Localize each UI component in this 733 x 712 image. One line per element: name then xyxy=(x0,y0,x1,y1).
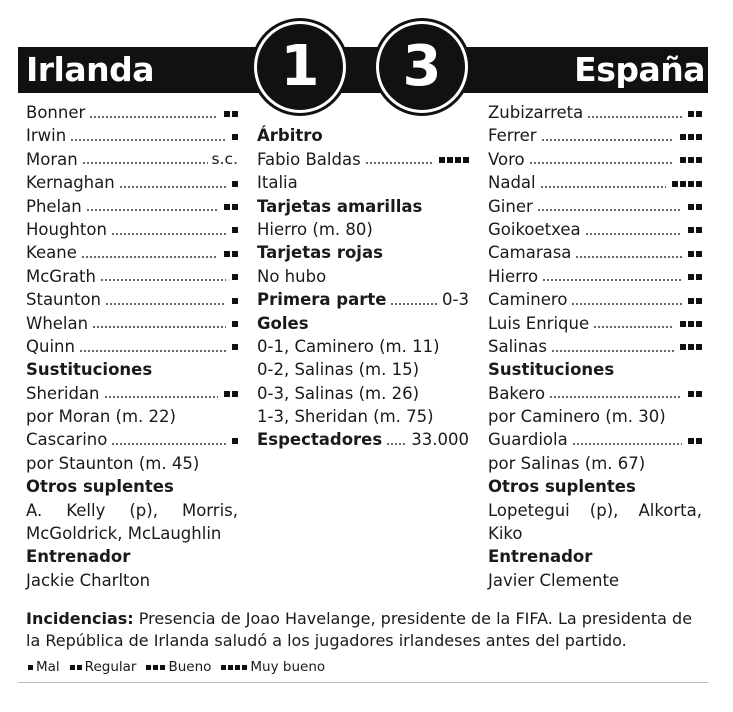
rating-square xyxy=(680,321,686,327)
player-name: Ferrer xyxy=(488,126,537,146)
home-player-row xyxy=(26,124,238,147)
home-sub-row xyxy=(26,428,238,451)
rating-squares xyxy=(678,124,702,147)
rating-square xyxy=(232,204,238,210)
home-player-row xyxy=(26,101,238,124)
player-name: Bonner xyxy=(26,103,86,122)
legend-item xyxy=(26,659,60,675)
incidents-paragraph xyxy=(26,608,706,652)
home-player-row xyxy=(26,265,238,288)
away-player-row xyxy=(488,288,702,311)
sub-note: por Salinas (m. 67) xyxy=(488,453,646,473)
sub-note: por Moran (m. 22) xyxy=(26,407,176,427)
home-lineup-column xyxy=(26,101,238,592)
player-name: Zubizarreta xyxy=(488,103,584,122)
rating-square xyxy=(696,134,702,140)
rating-squares xyxy=(230,312,238,335)
goal-item: 1-3, Sheridan (m. 75) xyxy=(257,407,434,427)
rating-square xyxy=(696,111,702,117)
rating-square xyxy=(232,134,238,140)
dot-leader xyxy=(100,279,226,281)
dot-leader xyxy=(119,186,226,188)
goals-heading: Goles xyxy=(257,313,309,333)
rating-square xyxy=(680,344,686,350)
red-cards-value: No hubo xyxy=(257,266,327,286)
rating-squares xyxy=(686,195,702,218)
rating-squares xyxy=(686,428,702,451)
dot-leader xyxy=(105,303,226,305)
away-team-name: España xyxy=(574,50,705,89)
spacer xyxy=(257,101,469,124)
rating-square xyxy=(672,181,678,187)
rating-square xyxy=(224,111,230,117)
home-player-row xyxy=(26,195,238,218)
dot-leader xyxy=(104,396,219,398)
rating-square xyxy=(680,157,686,163)
player-name: Quinn xyxy=(26,336,75,356)
player-name: Nadal xyxy=(488,173,536,193)
goal-item: 0-2, Salinas (m. 15) xyxy=(257,360,420,380)
rating-square xyxy=(455,157,461,163)
away-sub-row xyxy=(488,428,702,451)
rating-squares xyxy=(678,335,702,358)
rating-square xyxy=(447,157,453,163)
rating-squares xyxy=(230,335,238,358)
rating-square xyxy=(77,665,82,670)
dot-leader xyxy=(79,350,226,352)
dot-leader xyxy=(89,116,218,118)
rating-square xyxy=(224,204,230,210)
yellow-cards-value: Hierro (m. 80) xyxy=(257,219,373,239)
referee-row xyxy=(257,148,469,171)
player-name: Phelan xyxy=(26,196,82,216)
goal-item: 0-1, Caminero (m. 11) xyxy=(257,336,440,356)
rating-square xyxy=(696,344,702,350)
rating-square xyxy=(688,274,694,280)
rating-square xyxy=(232,181,238,187)
rating-square xyxy=(153,665,158,670)
first-half-label: Primera parte xyxy=(257,290,387,310)
rating-square xyxy=(696,274,702,280)
away-score: 3 xyxy=(379,24,465,110)
dot-leader xyxy=(587,116,682,118)
player-name: Voro xyxy=(488,149,525,169)
rating-squares xyxy=(686,101,702,124)
player-name: McGrath xyxy=(26,266,96,286)
dot-leader xyxy=(572,443,682,445)
rating-squares xyxy=(678,148,702,171)
away-player-list xyxy=(488,101,702,358)
away-player-row xyxy=(488,171,702,194)
player-name: Moran xyxy=(26,149,78,169)
legend-label: Bueno xyxy=(168,659,212,675)
player-name: Whelan xyxy=(26,313,89,333)
player-name: Sheridan xyxy=(26,383,100,403)
rating-square xyxy=(688,344,694,350)
home-player-row xyxy=(26,171,238,194)
rating-square xyxy=(232,111,238,117)
rating-squares xyxy=(686,382,702,405)
home-score: 1 xyxy=(257,24,343,110)
away-lineup-column xyxy=(488,101,702,592)
rating-square xyxy=(28,665,33,670)
rating-squares xyxy=(230,428,238,451)
dot-leader xyxy=(386,443,407,445)
rating-square xyxy=(242,665,247,670)
rating-squares xyxy=(222,195,238,218)
dot-leader xyxy=(111,443,226,445)
rating-squares xyxy=(670,171,702,194)
away-others-line: Lopetegui (p), Alkorta, xyxy=(488,500,702,520)
rating-square xyxy=(696,321,702,327)
sub-note: por Staunton (m. 45) xyxy=(26,453,200,473)
dot-leader xyxy=(82,162,208,164)
goal-item: 0-3, Salinas (m. 26) xyxy=(257,383,420,403)
rating-square xyxy=(221,665,226,670)
rating-square xyxy=(696,298,702,304)
rating-square xyxy=(224,251,230,257)
rating-square xyxy=(688,111,694,117)
player-name: Caminero xyxy=(488,290,568,310)
rating-squares xyxy=(222,382,238,405)
player-name: Hierro xyxy=(488,266,539,286)
player-name: Camarasa xyxy=(488,243,572,263)
home-others-line: A. Kelly (p), Morris, xyxy=(26,500,238,520)
away-player-row xyxy=(488,241,702,264)
referee-name: Fabio Baldas xyxy=(257,149,361,169)
bottom-rule xyxy=(18,682,708,683)
red-cards-heading: Tarjetas rojas xyxy=(257,243,383,263)
rating-square xyxy=(232,251,238,257)
away-player-row xyxy=(488,124,702,147)
away-player-row xyxy=(488,265,702,288)
attendance-label: Espectadores xyxy=(257,430,383,450)
home-sub-row xyxy=(26,382,238,405)
legend-item xyxy=(144,659,211,675)
rating-square xyxy=(696,157,702,163)
rating-square xyxy=(688,298,694,304)
match-facts-column xyxy=(257,101,469,452)
legend-item xyxy=(68,659,137,675)
rating-square xyxy=(232,438,238,444)
sub-note: por Caminero (m. 30) xyxy=(488,407,666,427)
away-player-row xyxy=(488,312,702,335)
home-player-row xyxy=(26,335,238,358)
rating-square xyxy=(688,204,694,210)
player-name: Staunton xyxy=(26,290,101,310)
dot-leader xyxy=(551,350,674,352)
rating-square xyxy=(224,391,230,397)
incidents-text: Presencia de Joao Havelange, presidente de la FIFA. La presidenta de la República de Irlanda saludó a los jugadores irlandeses antes del partido. xyxy=(26,609,693,650)
rating-square xyxy=(232,344,238,350)
dot-leader xyxy=(390,303,438,305)
rating-squares xyxy=(230,218,238,241)
dot-leader xyxy=(70,139,226,141)
away-others-heading: Otros suplentes xyxy=(488,477,636,497)
player-name: Guardiola xyxy=(488,430,568,450)
rating-squares xyxy=(230,288,238,311)
rating-square xyxy=(688,438,694,444)
dot-leader xyxy=(92,326,226,328)
rating-squares xyxy=(230,265,238,288)
player-name: Luis Enrique xyxy=(488,313,590,333)
legend-label: Muy bueno xyxy=(250,659,326,675)
rating-squares xyxy=(230,124,238,147)
away-sub-row xyxy=(488,382,702,405)
home-player-row xyxy=(26,148,238,171)
rating-squares xyxy=(222,241,238,264)
rating-squares xyxy=(437,148,469,171)
away-player-row xyxy=(488,101,702,124)
home-player-list xyxy=(26,101,238,358)
rating-squares xyxy=(686,288,702,311)
rating-square xyxy=(680,181,686,187)
player-name: Houghton xyxy=(26,219,107,239)
dot-leader xyxy=(365,162,433,164)
rating-square xyxy=(228,665,233,670)
rating-text: s.c. xyxy=(211,149,238,168)
home-team-name: Irlanda xyxy=(26,50,155,89)
dot-leader xyxy=(571,303,682,305)
rating-squares xyxy=(222,101,238,124)
away-player-row xyxy=(488,335,702,358)
rating-squares xyxy=(686,241,702,264)
rating-square xyxy=(232,274,238,280)
legend-label: Mal xyxy=(36,659,60,675)
incidents-label: Incidencias: xyxy=(26,609,134,628)
referee-heading: Árbitro xyxy=(257,126,323,146)
away-coach-name: Javier Clemente xyxy=(488,570,620,590)
home-coach-name: Jackie Charlton xyxy=(26,570,151,590)
player-name: Irwin xyxy=(26,126,67,146)
rating-square xyxy=(696,438,702,444)
rating-square xyxy=(688,251,694,257)
attendance-value: 33.000 xyxy=(411,430,469,450)
legend-label: Regular xyxy=(84,659,137,675)
rating-square xyxy=(688,157,694,163)
dot-leader xyxy=(542,279,682,281)
legend-item xyxy=(219,659,325,675)
rating-square xyxy=(688,227,694,233)
yellow-cards-heading: Tarjetas amarillas xyxy=(257,196,423,216)
rating-square xyxy=(696,227,702,233)
player-name: Cascarino xyxy=(26,430,108,450)
dot-leader xyxy=(593,326,674,328)
away-player-row xyxy=(488,148,702,171)
dot-leader xyxy=(549,396,682,398)
dot-leader xyxy=(541,139,674,141)
rating-square xyxy=(688,181,694,187)
away-subs-heading: Sustituciones xyxy=(488,360,615,380)
rating-square xyxy=(696,391,702,397)
home-coach-heading: Entrenador xyxy=(26,547,131,567)
rating-square xyxy=(160,665,165,670)
rating-square xyxy=(232,321,238,327)
rating-square xyxy=(688,391,694,397)
rating-square xyxy=(696,251,702,257)
rating-square xyxy=(232,298,238,304)
rating-square xyxy=(688,321,694,327)
rating-square xyxy=(235,665,240,670)
player-name: Giner xyxy=(488,196,533,216)
away-coach-heading: Entrenador xyxy=(488,547,593,567)
attendance-row xyxy=(257,428,469,451)
rating-square xyxy=(688,134,694,140)
player-name: Keane xyxy=(26,243,77,263)
rating-square xyxy=(70,665,75,670)
rating-square xyxy=(232,391,238,397)
rating-square xyxy=(463,157,469,163)
dot-leader xyxy=(529,162,674,164)
home-player-row xyxy=(26,312,238,335)
player-name: Bakero xyxy=(488,383,546,403)
dot-leader xyxy=(540,186,666,188)
away-player-row xyxy=(488,218,702,241)
home-others-heading: Otros suplentes xyxy=(26,477,174,497)
rating-square xyxy=(146,665,151,670)
player-name: Salinas xyxy=(488,336,547,356)
rating-square xyxy=(232,227,238,233)
rating-legend xyxy=(26,657,333,677)
rating-squares xyxy=(686,218,702,241)
rating-squares xyxy=(678,312,702,335)
home-player-row xyxy=(26,218,238,241)
away-player-row xyxy=(488,195,702,218)
away-others-line: Kiko xyxy=(488,524,523,544)
rating-squares xyxy=(230,171,238,194)
home-others-line: McGoldrick, McLaughlin xyxy=(26,524,222,544)
first-half-row xyxy=(257,288,469,311)
home-player-row xyxy=(26,241,238,264)
home-player-row xyxy=(26,288,238,311)
first-half-score: 0-3 xyxy=(442,290,469,310)
rating-squares xyxy=(686,265,702,288)
dot-leader xyxy=(111,233,226,235)
dot-leader xyxy=(575,256,682,258)
rating-square xyxy=(680,134,686,140)
home-subs-heading: Sustituciones xyxy=(26,360,153,380)
rating-square xyxy=(439,157,445,163)
player-name: Goikoetxea xyxy=(488,219,581,239)
dot-leader xyxy=(81,256,218,258)
dot-leader xyxy=(537,209,682,211)
rating-square xyxy=(696,204,702,210)
dot-leader xyxy=(86,209,218,211)
referee-country: Italia xyxy=(257,173,298,193)
dot-leader xyxy=(585,233,682,235)
player-name: Kernaghan xyxy=(26,173,115,193)
rating-square xyxy=(696,181,702,187)
